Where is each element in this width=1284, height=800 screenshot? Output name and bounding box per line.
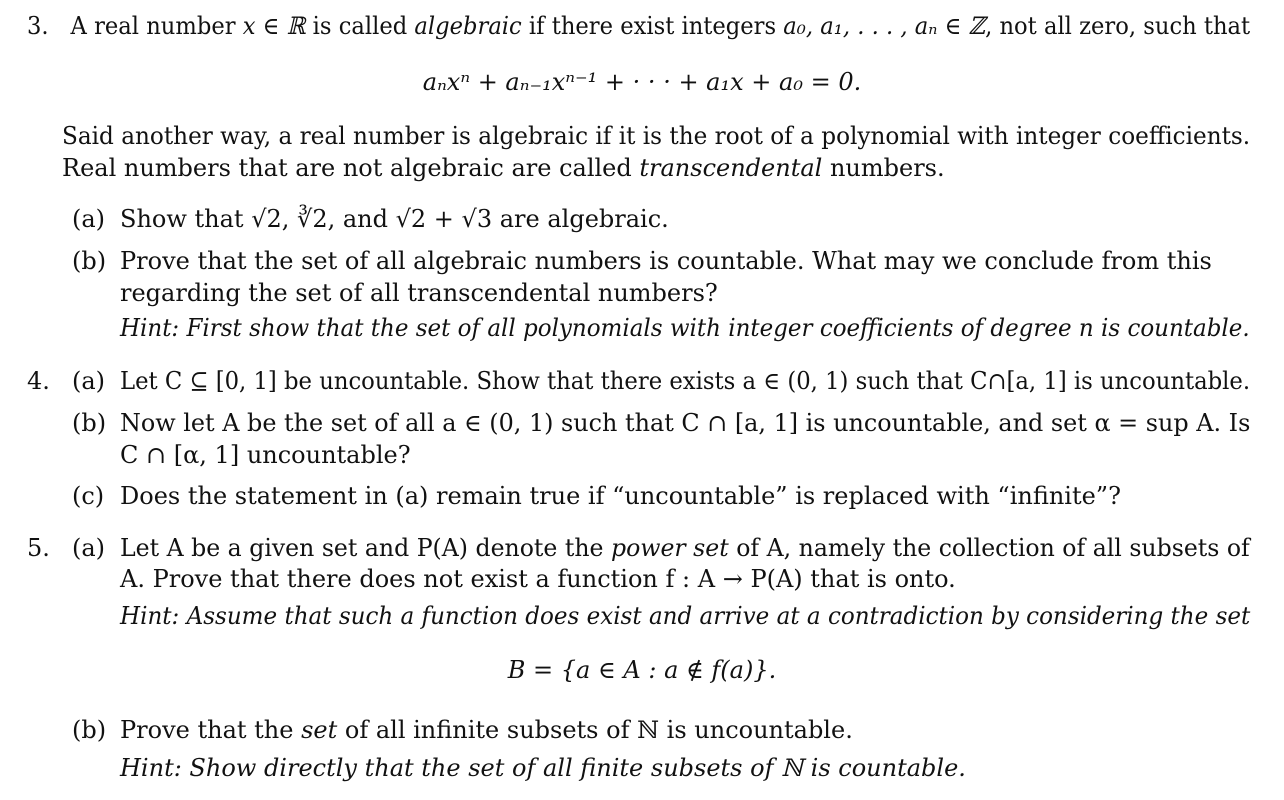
text: of all infinite subsets of ℕ is uncountable.	[337, 716, 853, 744]
problem-3-explanation-line2	[62, 152, 945, 184]
problem-5b-label: (b)	[72, 716, 107, 744]
polynomial-equation: aₙxⁿ + aₙ₋₁xⁿ⁻¹ + · · · + a₁x + a₀ = 0.	[422, 68, 862, 96]
text: numbers.	[822, 154, 945, 182]
problem-4b-line1: Now let A be the set of all a ∈ (0, 1) such that C ∩ [a, 1] is uncountable, and set α = sup A. Is	[120, 409, 1251, 437]
math: √2 + √3	[395, 205, 493, 233]
text: Let A be a given set and P(A) denote the	[120, 534, 611, 562]
problem-5b-hint: Hint: Show directly that the set of all finite subsets of ℕ is countable.	[120, 754, 966, 782]
problem-4b-line2: C ∩ [α, 1] uncountable?	[120, 441, 411, 469]
problem-3b-line1: Prove that the set of all algebraic numbers is countable. What may we conclude from this	[120, 247, 1212, 275]
math: a₀, a₁, . . . , aₙ ∈ ℤ	[783, 12, 986, 40]
problem-4b-label: (b)	[72, 409, 107, 437]
math: x ∈ ℝ	[242, 12, 306, 40]
text: Real numbers that are not algebraic are called	[62, 154, 640, 182]
problem-3b-hint: Hint: First show that the set of all polynomials with integer coefficients of degree n is countable.	[120, 314, 1250, 342]
problem-5a-line2: A. Prove that there does not exist a function f : A → P(A) that is onto.	[120, 565, 956, 593]
text: and	[335, 205, 396, 233]
text: of A, namely the collection of all subsets of	[728, 534, 1250, 562]
term-transcendental: transcendental	[639, 154, 823, 182]
set-b-equation: B = {a ∈ A : a ∉ f(a)}.	[507, 656, 777, 684]
problem-5b-text	[120, 714, 853, 746]
problem-5a-line1	[120, 532, 1250, 564]
term-algebraic: algebraic	[414, 12, 522, 40]
problem-3-number: 3.	[27, 12, 49, 40]
problem-3-explanation-line1: Said another way, a real number is algebraic if it is the root of a polynomial with integer coefficients.	[62, 122, 1251, 150]
text: , not all zero, such that	[985, 12, 1251, 40]
problem-3b-line2: regarding the set of all transcendental numbers?	[120, 279, 718, 307]
text: if there exist integers	[521, 12, 784, 40]
problem-3b-label: (b)	[72, 247, 107, 275]
text: Show that	[120, 205, 252, 233]
math: √2, ∛2,	[251, 205, 336, 233]
problem-3a-label: (a)	[72, 205, 106, 233]
problem-3a-text	[120, 203, 669, 235]
problem-4-number: 4.	[27, 367, 50, 395]
problem-4a-text: Let C ⊆ [0, 1] be uncountable. Show that there exists a ∈ (0, 1) such that C∩[a, 1] is uncountable.	[120, 367, 1251, 395]
text: A real number	[70, 12, 243, 40]
problem-5a-label: (a)	[72, 534, 106, 562]
text: Prove that the	[120, 716, 302, 744]
problem-4c-label: (c)	[72, 482, 105, 510]
term-set: set	[301, 716, 338, 744]
text: are algebraic.	[492, 205, 669, 233]
problem-3-intro	[27, 10, 1250, 42]
term-power-set: power set	[610, 534, 729, 562]
problem-4a-label: (a)	[72, 367, 106, 395]
text: is called	[305, 12, 415, 40]
problem-5-number: 5.	[27, 534, 50, 562]
problem-4c-text: Does the statement in (a) remain true if “uncountable” is replaced with “infinite”?	[120, 482, 1121, 510]
problem-5a-hint: Hint: Assume that such a function does exist and arrive at a contradiction by considering the set	[120, 602, 1251, 630]
